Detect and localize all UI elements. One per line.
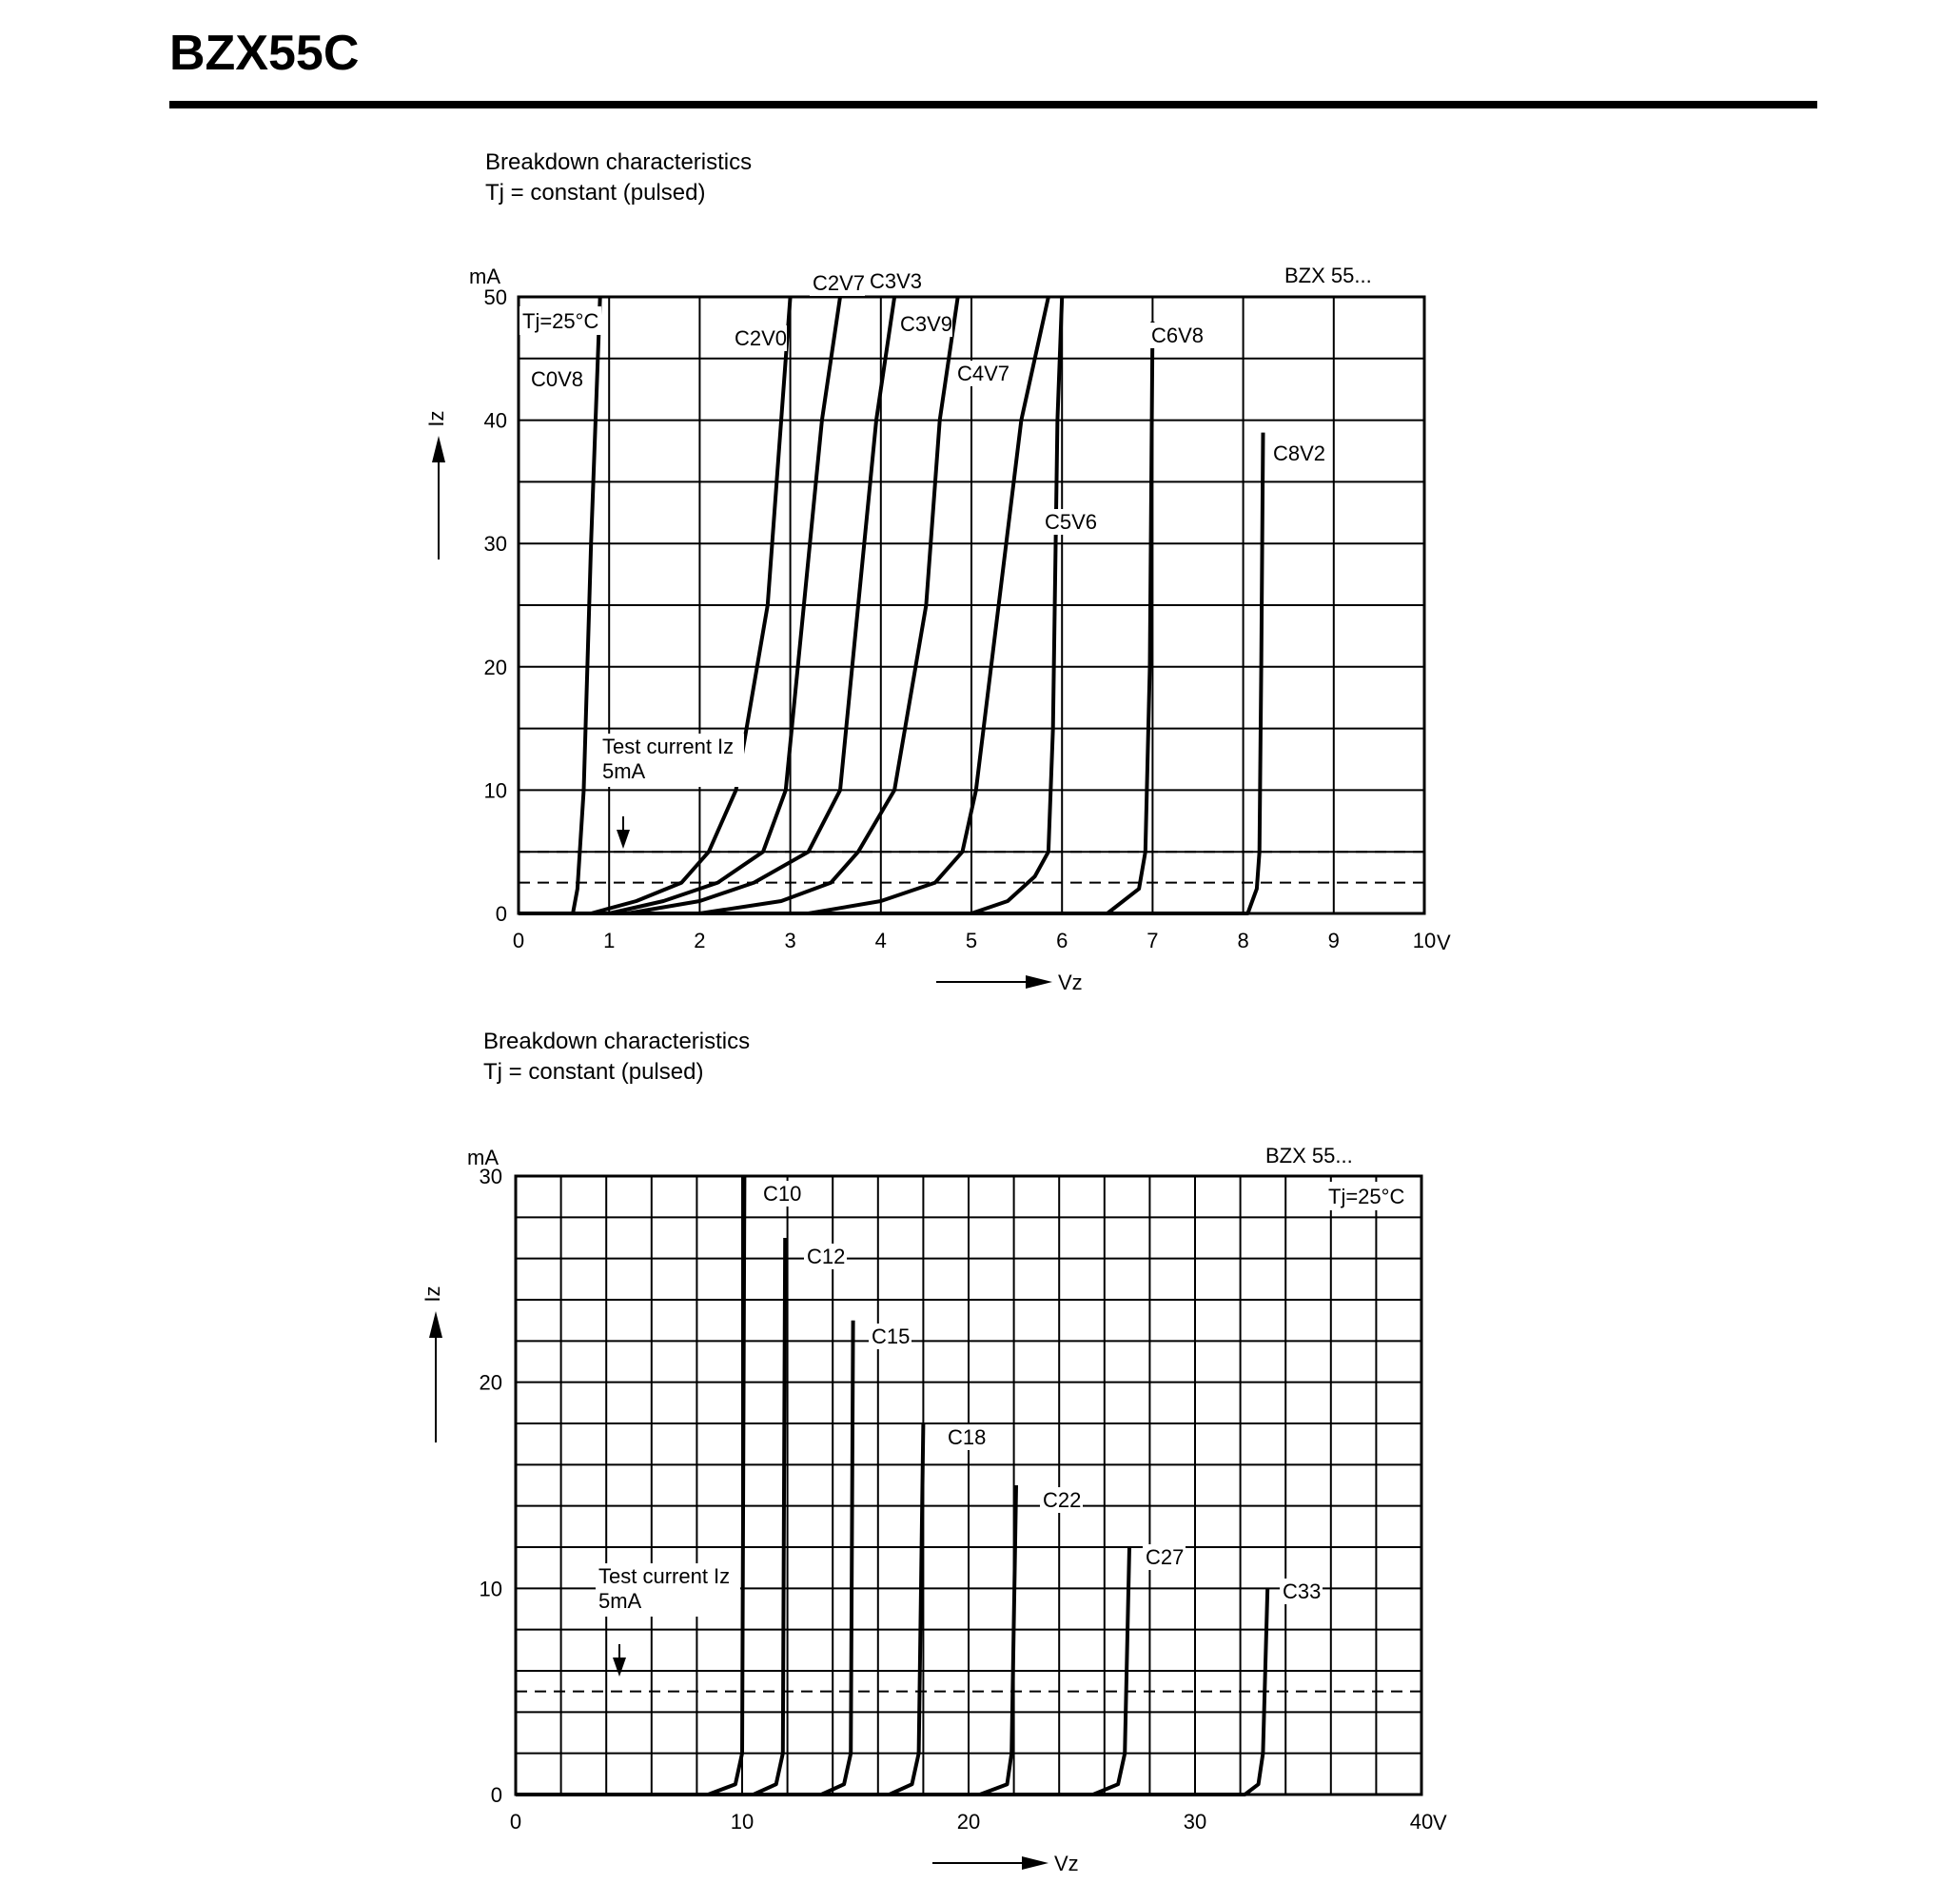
y-tick-label: 40: [483, 408, 507, 433]
y-unit: mA: [467, 1146, 499, 1169]
y-tick-label: 30: [483, 532, 507, 557]
temperature-box: [519, 306, 601, 335]
breakdown-chart-high-voltage: [0, 1018, 1960, 1903]
test-current-value: 5mA: [602, 759, 646, 783]
y-unit: mA: [469, 265, 500, 288]
series-label-c22: C22: [1043, 1488, 1082, 1512]
y-tick-label: 20: [479, 1370, 502, 1395]
x-tick-label: 8: [1237, 929, 1249, 952]
series-label-c33: C33: [1283, 1579, 1322, 1603]
x-axis-label: Vz: [1054, 1852, 1079, 1875]
x-tick-label: 6: [1056, 929, 1068, 952]
y-tick-label: 10: [479, 1577, 502, 1601]
series-label-c2v0: C2V0: [735, 326, 788, 350]
series-label-c15: C15: [872, 1324, 911, 1348]
x-tick-label: 10: [1412, 929, 1437, 952]
series-line-c10: [516, 1176, 744, 1795]
chart-subtitle: Tj = constant (pulsed): [485, 180, 706, 206]
y-tick-label: 0: [490, 1783, 502, 1807]
title-rule: [169, 101, 1817, 108]
x-tick-label: 2: [694, 929, 706, 952]
x-tick-label: 5: [965, 929, 978, 952]
model-label: BZX 55...: [1284, 264, 1372, 287]
series-label-c12: C12: [807, 1245, 846, 1268]
series-label-c6v8: C6V8: [1151, 324, 1205, 347]
x-tick-label: 3: [784, 929, 796, 952]
x-tick-label: 10: [730, 1810, 755, 1834]
x-tick-label: 30: [1183, 1810, 1207, 1834]
series-label-c3v9: C3V9: [900, 312, 953, 336]
x-axis-arrow: [932, 1856, 1049, 1870]
x-tick-label: 1: [603, 929, 616, 952]
series-label-c8v2: C8V2: [1273, 441, 1326, 465]
test-current-value: 5mA: [598, 1589, 642, 1613]
x-unit: V: [1437, 931, 1451, 954]
x-tick-label: 0: [512, 929, 525, 952]
y-tick-label: 30: [479, 1165, 502, 1188]
series-line-c22: [516, 1485, 1016, 1795]
test-current-annotation: [599, 734, 744, 849]
chart-title: Breakdown characteristics: [483, 1029, 751, 1054]
y-tick-label: 0: [495, 902, 507, 926]
series-label-c5v6: C5V6: [1045, 510, 1098, 534]
chart-subtitle: Tj = constant (pulsed): [483, 1059, 704, 1085]
series-label-c3v3: C3V3: [870, 269, 923, 293]
test-current-annotation: [596, 1563, 740, 1677]
y-tick-label: 20: [483, 655, 507, 679]
x-unit: V: [1433, 1811, 1447, 1834]
temperature-label: Tj=25°C: [1328, 1185, 1405, 1208]
x-tick-label: 20: [956, 1810, 981, 1834]
x-tick-label: 0: [509, 1810, 522, 1834]
series-label-c0v8: C0V8: [531, 367, 584, 391]
y-tick-label: 50: [483, 285, 507, 309]
model-label: BZX 55...: [1265, 1144, 1353, 1167]
series-label-c4v7: C4V7: [957, 362, 1010, 385]
chart-title: Breakdown characteristics: [485, 149, 753, 175]
x-tick-label: 7: [1147, 929, 1159, 952]
x-axis-label: Vz: [1058, 971, 1083, 994]
series-label-c18: C18: [948, 1425, 987, 1449]
x-tick-label: 4: [874, 929, 887, 952]
page-title: BZX55C: [169, 26, 360, 81]
y-axis-label: Iz: [424, 410, 448, 427]
temperature-box: [1324, 1182, 1418, 1210]
y-axis-arrow: [429, 1311, 442, 1442]
series-label-c10: C10: [763, 1182, 802, 1206]
test-current-label: Test current Iz: [598, 1564, 731, 1588]
series-label-c27: C27: [1146, 1545, 1185, 1569]
y-axis-arrow: [432, 436, 445, 559]
x-axis-arrow: [936, 975, 1052, 989]
breakdown-chart-low-voltage: [0, 133, 1960, 1018]
y-tick-label: 10: [483, 778, 507, 803]
temperature-label: Tj=25°C: [522, 309, 599, 333]
test-current-label: Test current Iz: [602, 735, 735, 758]
x-tick-label: 9: [1327, 929, 1340, 952]
x-tick-label: 40: [1409, 1810, 1434, 1834]
series-label-c2v7: C2V7: [813, 271, 866, 295]
y-axis-label: Iz: [421, 1285, 444, 1303]
series-line-c15: [516, 1321, 853, 1795]
